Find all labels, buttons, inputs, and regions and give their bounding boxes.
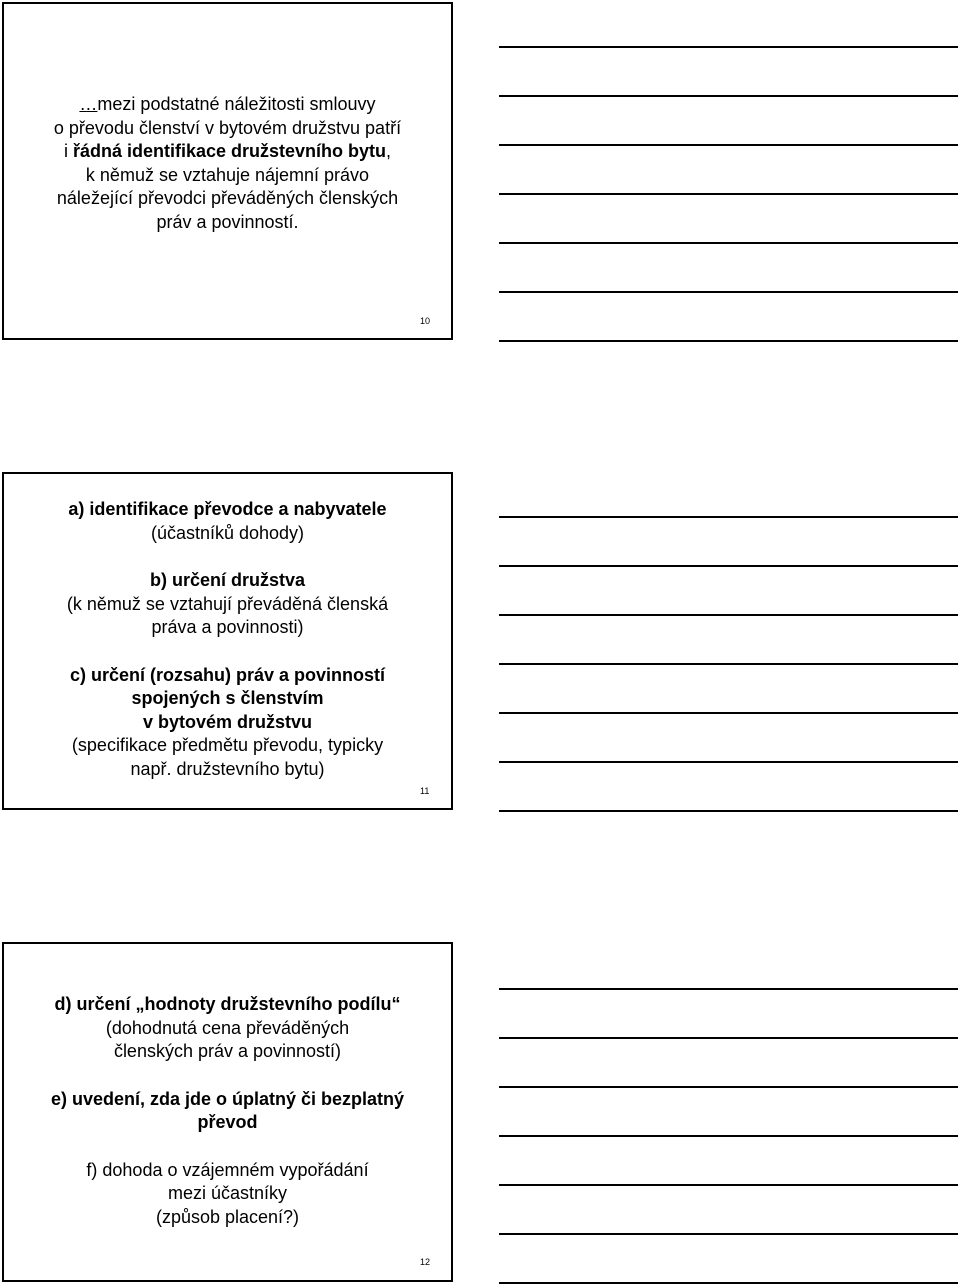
slide-line: o převodu členství v bytovém družstvu patří [53,117,402,138]
note-line [499,712,958,714]
note-line [499,1037,958,1039]
slide-number: 11 [420,786,430,796]
slide-line: spojených s členstvím [131,688,324,708]
note-line [499,95,958,97]
slide-line: mezi účastníky [167,1183,288,1203]
note-line [499,1282,958,1284]
slide-line: např. družstevního bytu) [130,758,325,779]
slide-number: 12 [420,1257,431,1267]
slide-line: (specifikace předmětu převodu, typicky [71,735,384,755]
slide-line: práv a povinností. [156,211,299,232]
slide-line: i řádná identifikace družstevního bytu, [63,141,392,161]
slide-line: c) určení (rozsahu) práv a povinností [69,664,386,685]
note-line [499,1233,958,1235]
slide-line: (k němuž se vztahují převáděná členská [66,593,389,614]
note-line [499,242,958,244]
slide-11 [2,472,453,810]
note-line [499,1184,958,1186]
slide-line: k němuž se vztahuje nájemní právo [85,164,370,185]
note-line [499,1086,958,1088]
note-line [499,565,958,567]
slide-line: e) uvedení, zda jde o úplatný či bezplatný [50,1088,405,1109]
slide-line: členských práv a povinností) [113,1041,342,1061]
slide-text [4,993,451,1229]
note-line [499,291,958,293]
slide-line: …mezi podstatné náležitosti smlouvy [79,94,376,114]
note-line [499,614,958,616]
slide-line: f) dohoda o vzájemném vypořádání [86,1159,369,1180]
slide-line: (dohodnutá cena převáděných [105,1017,350,1038]
slide-line: a) identifikace převodce a nabyvatele [68,499,387,519]
slide-line: práva a povinnosti) [151,617,304,637]
slide-number: 10 [420,316,431,326]
slide-10 [2,2,453,340]
slide-text [4,93,451,234]
slide-line: v bytovém družstvu [142,711,313,732]
slide-line: náležející převodci převáděných členských [56,188,399,208]
slide-line: b) určení družstva [149,570,306,590]
slide-line: d) určení „hodnoty družstevního podílu“ [54,994,401,1014]
note-line [499,988,958,990]
slide-line: (účastníků dohody) [150,522,305,543]
note-line [499,46,958,48]
slide-line: převod [197,1112,258,1132]
note-line [499,193,958,195]
slide-text [4,498,451,781]
slide-12 [2,942,453,1282]
note-line [499,663,958,665]
note-line [499,810,958,812]
note-line [499,144,958,146]
slide-line: (způsob placení?) [155,1206,300,1227]
note-line [499,516,958,518]
note-line [499,340,958,342]
note-line [499,761,958,763]
note-line [499,1135,958,1137]
